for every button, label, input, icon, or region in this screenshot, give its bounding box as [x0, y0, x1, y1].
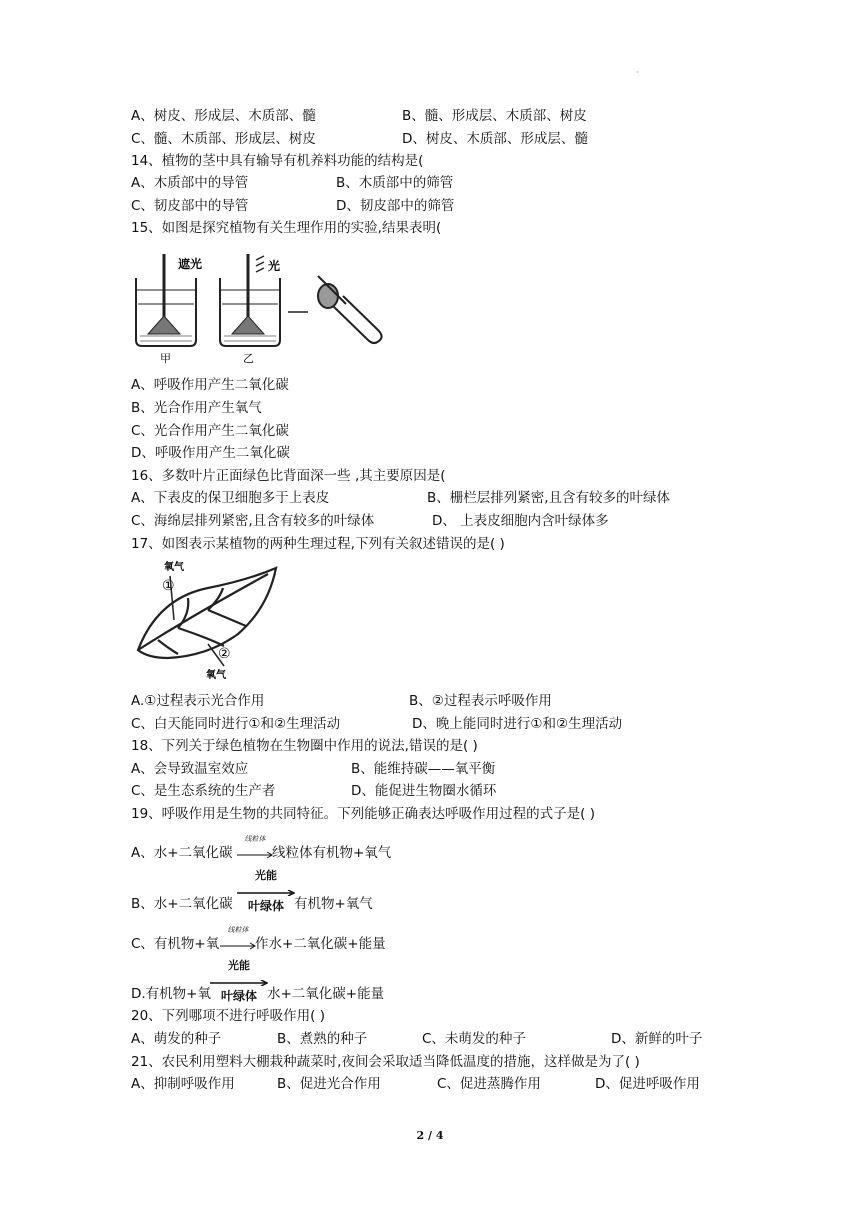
leaf-icon: [138, 568, 276, 658]
right-arrow-icon: [220, 942, 256, 950]
q20-option-a: A、萌发的种子: [131, 1031, 222, 1047]
q17-option-d: D、晚上能同时进行①和②生理活动: [412, 716, 623, 732]
q21-option-c: C、促进蒸腾作用: [437, 1076, 541, 1092]
q19-option-a-left: A、水+二氧化碳: [131, 845, 233, 861]
q14-option-b: B、木质部中的筛管: [336, 175, 454, 191]
shade-label: 遮光: [178, 257, 203, 271]
q14-option-c: C、韧皮部中的导管: [131, 198, 249, 214]
q18-option-c: C、是生态系统的生产者: [131, 783, 276, 799]
q18-option-a: A、会导致温室效应: [131, 761, 249, 777]
jia-label: 甲: [160, 352, 171, 365]
q19-option-d-arrow: [210, 960, 268, 1002]
oxygen-top-label: 氧气: [164, 562, 184, 573]
q14-option-a: A、木质部中的导管: [131, 175, 249, 191]
q15-option-b: B、光合作用产生氧气: [131, 400, 262, 416]
arrow-bottom-label: 叶绿体: [247, 899, 284, 913]
q19-stem: 19、呼吸作用是生物的共同特征。下列能够正确表达呼吸作用过程的式子是( ): [131, 806, 596, 822]
q20-stem: 20、下列哪项不进行呼吸作用( ): [131, 1008, 326, 1024]
light-rays: [256, 256, 264, 272]
right-arrow-icon: [210, 980, 268, 986]
q19-option-c-right: 作水+二氧化碳+能量: [255, 936, 386, 952]
q21-option-a: A、抑制呼吸作用: [131, 1076, 235, 1092]
q14-stem: 14、植物的茎中具有输导有机养料功能的结构是(: [131, 153, 424, 169]
q13-option-c: C、髓、木质部、形成层、树皮: [131, 131, 316, 147]
right-arrow-icon: [237, 851, 273, 859]
q21-stem: 21、农民利用塑料大棚栽种蔬菜时,夜间会采取适当降低温度的措施，这样做是为了( ): [131, 1054, 640, 1070]
q19-option-c-left: C、有机物+氧: [131, 936, 220, 952]
q19-option-b-right: 有机物+氧气: [294, 896, 373, 912]
yi-label: 乙: [243, 352, 254, 365]
arrow-bottom-label: 叶绿体: [220, 989, 257, 1003]
q15-option-d: D、呼吸作用产生二氧化碳: [131, 445, 290, 461]
q17-stem: 17、如图表示某植物的两种生理过程,下列有关叙述错误的是( ): [131, 536, 505, 552]
right-arrow-icon: [237, 890, 295, 896]
q20-option-c: C、未萌发的种子: [422, 1031, 526, 1047]
q21-option-b: B、促进光合作用: [277, 1076, 381, 1092]
q13-option-d: D、树皮、木质部、形成层、髓: [402, 131, 588, 147]
arrow-top-label: 光能: [255, 869, 277, 882]
q19-option-a-right: 线粒体有机物+氧气: [272, 845, 392, 861]
light-label: 光: [268, 259, 281, 273]
q17-leaf-figure: [128, 558, 288, 682]
q14-option-d: D、韧皮部中的筛管: [336, 198, 455, 214]
q16-option-b: B、栅栏层排列紧密,且含有较多的叶绿体: [427, 490, 671, 506]
q16-option-d: D、 上表皮细胞内含叶绿体多: [432, 513, 609, 529]
circled-one: ①: [162, 578, 175, 594]
arrow-label: 线粒体: [244, 835, 266, 843]
q17-option-c: C、白天能同时进行①和②生理活动: [131, 716, 341, 732]
q17-option-a: A.①过程表示光合作用: [131, 693, 265, 709]
q19-option-c-arrow: [220, 925, 256, 954]
q16-stem: 16、多数叶片正面绿色比背面深一些 ,其主要原因是(: [131, 468, 446, 484]
oxygen-bottom-label: 氧气: [206, 670, 226, 681]
q19-option-b-arrow: [237, 870, 295, 912]
q15-stem: 15、如图是探究植物有关生理作用的实验,结果表明(: [131, 220, 442, 236]
q15-option-a: A、呼吸作用产生二氧化碳: [131, 377, 289, 393]
q16-option-a: A、下表皮的保卫细胞多于上表皮: [131, 490, 330, 506]
arrow-label: 线粒体: [227, 926, 249, 934]
q13-option-b: B、髓、形成层、木质部、树皮: [402, 108, 587, 124]
q18-option-d: D、能促进生物圈水循环: [351, 783, 497, 799]
q13-option-a: A、树皮、形成层、木质部、髓: [131, 108, 316, 124]
page-number: 2 / 4: [416, 1129, 444, 1142]
q15-option-c: C、光合作用产生二氧化碳: [131, 423, 289, 439]
q17-option-b: B、②过程表示呼吸作用: [409, 693, 552, 709]
q19-option-d-right: 水+二氧化碳+能量: [267, 986, 385, 1002]
test-tube-icon: [318, 276, 382, 343]
q19-option-d-left: D.有机物+氧: [131, 986, 211, 1002]
page-dot: ·: [636, 68, 639, 77]
q16-option-c: C、海绵层排列紧密,且含有较多的叶绿体: [131, 513, 375, 529]
q20-option-b: B、煮熟的种子: [277, 1031, 368, 1047]
q19-option-b-left: B、水+二氧化碳: [131, 896, 233, 912]
q21-option-d: D、促进呼吸作用: [595, 1076, 700, 1092]
q18-stem: 18、下列关于绿色植物在生物圈中作用的说法,错误的是( ): [131, 738, 478, 754]
q15-experiment-figure: [128, 248, 392, 366]
q18-option-b: B、能维持碳——氧平衡: [351, 761, 496, 777]
q20-option-d: D、新鲜的叶子: [611, 1031, 703, 1047]
arrow-top-label: 光能: [228, 959, 250, 972]
circled-two: ②: [218, 646, 231, 662]
q19-option-a-arrow: [237, 834, 273, 863]
